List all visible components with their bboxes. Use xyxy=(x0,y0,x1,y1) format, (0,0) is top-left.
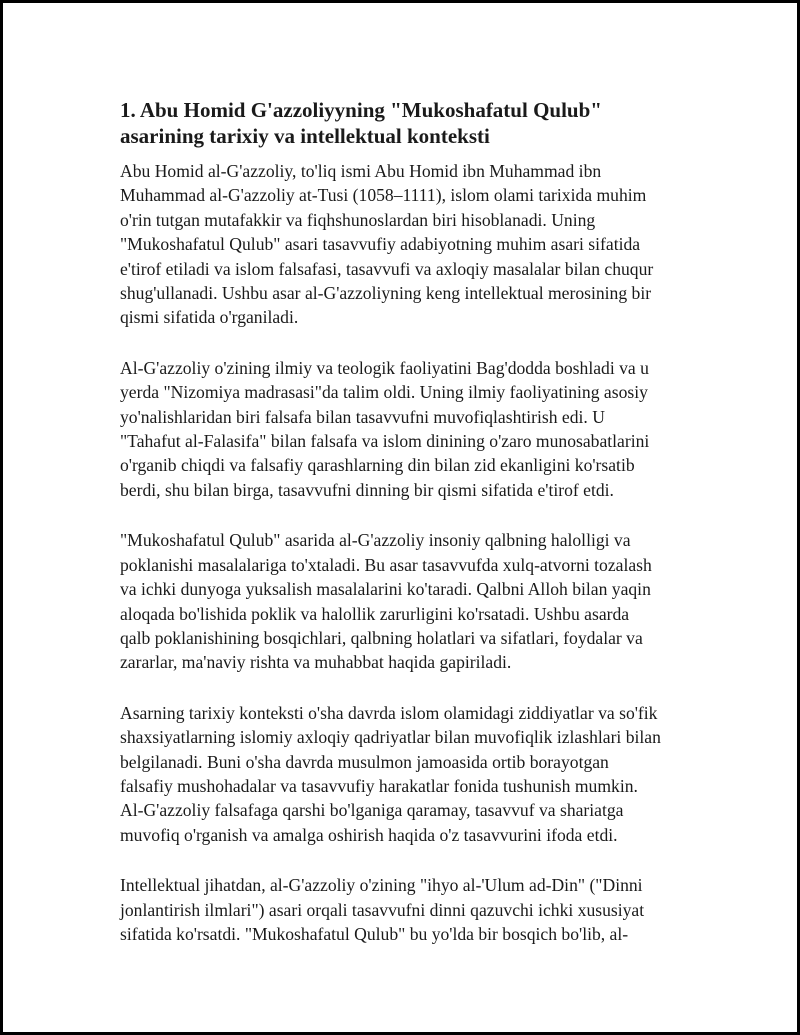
text-line: shaxsiyatlarning islomiy axloqiy qadriyatlar bilan muvofiqlik izlashlari bilan xyxy=(120,727,661,748)
text-line: qalb poklanishining bosqichlari, qalbning holatlari va sifatlari, foydalar va xyxy=(120,627,643,648)
text-line: aloqada bo'lishida poklik va halollik zarurligini ko'rsatadi. Ushbu asarda xyxy=(120,603,630,624)
text-line: muvofiq o'rganish va amalga oshirish haqida o'z tasavvurini ifoda etdi. xyxy=(120,824,618,845)
text-line: qismi sifatida o'rganiladi. xyxy=(120,307,299,328)
text-line: "Mukoshafatul Qulub" asari tasavvufiy adabiyotning muhim asari sifatida xyxy=(120,234,641,255)
text-line: Intellektual jihatdan, al-G'azzoliy o'zining "ihyo al-'Ulum ad-Din" ("Dinni xyxy=(120,875,643,896)
paragraph xyxy=(120,356,695,502)
text-line: Al-G'azzoliy o'zining ilmiy va teologik faoliyatini Bag'dodda boshladi va u xyxy=(120,357,649,378)
text-line: o'rin tutgan mutafakkir va fiqhshunoslardan biri hisoblanadi. Uning xyxy=(120,209,596,230)
text-line: Muhammad al-G'azzoliy at-Tusi (1058–1111), islom olami tarixida muhim xyxy=(120,185,647,206)
text-line: o'rganib chiqdi va falsafiy qarashlarning din bilan zid ekanligini ko'rsatib xyxy=(120,455,635,476)
text-line: sifatida ko'rsatdi. "Mukoshafatul Qulub" bu yo'lda bir bosqich bo'lib, al- xyxy=(120,923,629,944)
text-line: Abu Homid al-G'azzoliy, to'liq ismi Abu Homid ibn Muhammad ibn xyxy=(120,161,602,181)
document-body xyxy=(120,97,695,946)
heading-line: 1. Abu Homid G'azzoliyyning "Mukoshafatul Qulub" xyxy=(120,98,602,122)
paragraph xyxy=(120,528,695,674)
text-line: zararlar, ma'naviy rishta va muhabbat haqida gapiriladi. xyxy=(120,652,512,673)
text-line: va ichki dunyoga yuksalish masalalarini ko'taradi. Qalbni Alloh bilan yaqin xyxy=(120,579,651,600)
text-line: shug'ullanadi. Ushbu asar al-G'azzoliyning keng intellektual merosining bir xyxy=(120,283,652,304)
paragraph xyxy=(120,159,695,330)
text-line: poklanishi masalalariga to'xtaladi. Bu asar tasavvufda xulq-atvorni tozalash xyxy=(120,554,652,575)
text-line: Asarning tarixiy konteksti o'sha davrda islom olamidagi ziddiyatlar va so'fik xyxy=(120,702,658,723)
heading-line: asarining tarixiy va intellektual konteksti xyxy=(120,124,490,148)
text-line: "Mukoshafatul Qulub" asarida al-G'azzoliy insoniy qalbning halolligi va xyxy=(120,530,631,551)
text-line: Al-G'azzoliy falsafaga qarshi bo'lganiga qaramay, tasavvuf va shariatga xyxy=(120,800,624,821)
text-line: jonlantirish ilmlari") asari orqali tasavvufni dinni qazuvchi ichki xususiyat xyxy=(120,899,645,920)
paragraph xyxy=(120,701,695,847)
paragraph xyxy=(120,873,695,946)
text-line: e'tirof etiladi va islom falsafasi, tasavvufi va axloqiy masalalar bilan chuqur xyxy=(120,258,654,279)
text-line: falsafiy mushohadalar va tasavvufiy harakatlar fonida tushunish mumkin. xyxy=(120,775,638,796)
text-line: "Tahafut al-Falasifa" bilan falsafa va islom dinining o'zaro munosabatlarini xyxy=(120,431,650,452)
text-line: yerda "Nizomiya madrasasi"da talim oldi. Uning ilmiy faoliyatining asosiy xyxy=(120,382,648,403)
text-line: yo'nalishlaridan biri falsafa bilan tasavvufni muvofiqlashtirish edi. U xyxy=(120,406,605,427)
text-line: belgilanadi. Buni o'sha davrda musulmon jamoasida ortib borayotgan xyxy=(120,751,609,772)
text-line: berdi, shu bilan birga, tasavvufni dinning bir qismi sifatida e'tirof etdi. xyxy=(120,479,614,500)
section-heading xyxy=(120,97,695,149)
